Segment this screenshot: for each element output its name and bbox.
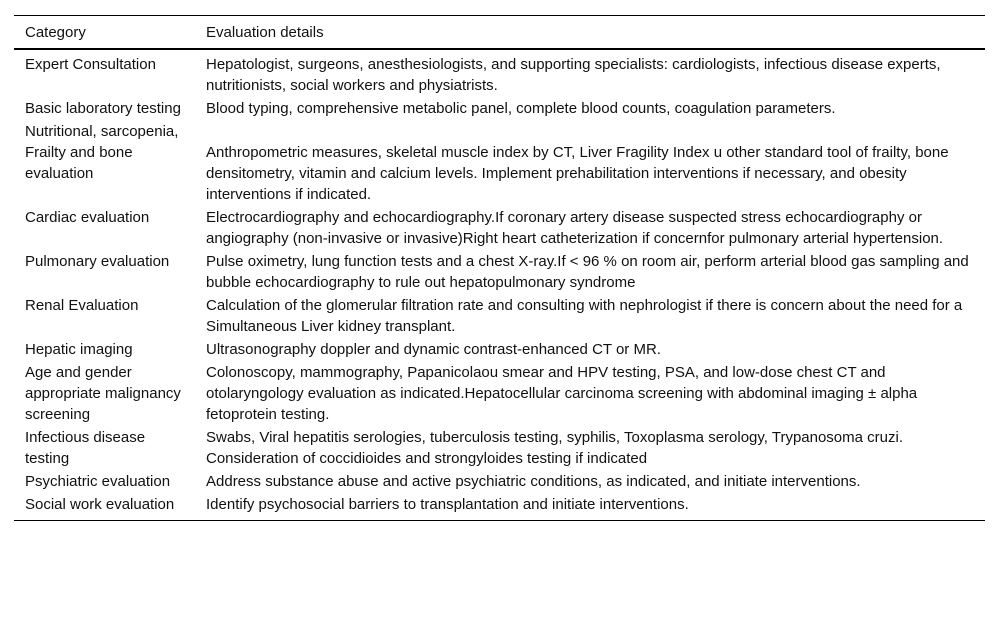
table-row bbox=[14, 295, 985, 339]
cell-details: Colonoscopy, mammography, Papanicolaou smear and HPV testing, PSA, and low-dose chest CT and otolaryngology evaluation as indicated.Hepatocellular carcinoma screening with abdominal imaging ± alpha fetoprotein testing. bbox=[206, 364, 918, 423]
table-row bbox=[14, 339, 985, 362]
cell-details: Blood typing, comprehensive metabolic panel, complete blood counts, coagulation parameters. bbox=[206, 100, 836, 117]
evaluation-table bbox=[14, 15, 985, 521]
cell-category: Age and gender appropriate malignancy screening bbox=[25, 364, 181, 423]
cell-details: Hepatologist, surgeons, anesthesiologists, and supporting specialists: cardiologists, infectious disease experts, nutritionists, social workers and physiatrists. bbox=[206, 56, 941, 94]
table-header bbox=[14, 16, 985, 50]
cell-category: Pulmonary evaluation bbox=[25, 253, 170, 270]
cell-details: Identify psychosocial barriers to transplantation and initiate interventions. bbox=[206, 496, 689, 513]
cell-category: Hepatic imaging bbox=[25, 341, 133, 358]
table-row bbox=[14, 471, 985, 494]
table-row bbox=[14, 121, 985, 207]
cell-details: Address substance abuse and active psychiatric conditions, as indicated, and initiate interventions. bbox=[206, 473, 861, 490]
table-row bbox=[14, 49, 985, 98]
table-row bbox=[14, 207, 985, 251]
table-body bbox=[14, 49, 985, 521]
cell-category: Nutritional, sarcopenia, Frailty and bone evaluation bbox=[25, 123, 179, 182]
table-header-row bbox=[14, 16, 985, 50]
cell-details: Anthropometric measures, skeletal muscle index by CT, Liver Fragility Index u other standard tool of frailty, bone densitometry, vitamin and calcium levels. Implement prehabilitation interventions if necessary, and obesity interventions if indicated. bbox=[206, 144, 949, 203]
cell-details: Swabs, Viral hepatitis serologies, tuberculosis testing, syphilis, Toxoplasma serology, Trypanosoma cruzi. Consideration of coccidioides and strongyloides testing if indicated bbox=[206, 429, 903, 467]
table-row bbox=[14, 362, 985, 427]
table-row bbox=[14, 98, 985, 121]
cell-category: Cardiac evaluation bbox=[25, 209, 150, 226]
cell-category: Basic laboratory testing bbox=[25, 100, 181, 117]
cell-details: Ultrasonography doppler and dynamic contrast-enhanced CT or MR. bbox=[206, 341, 661, 358]
header-details: Evaluation details bbox=[206, 24, 324, 41]
table-row bbox=[14, 494, 985, 521]
cell-details: Electrocardiography and echocardiography.If coronary artery disease suspected stress echocardiography or angiography (non-invasive or invasive)Right heart catheterization if concernfor pulmonary arterial hypertension. bbox=[206, 209, 944, 247]
cell-details: Calculation of the glomerular filtration rate and consulting with nephrologist if there is concern about the need for a Simultaneous Liver kidney transplant. bbox=[206, 297, 963, 335]
table-row bbox=[14, 251, 985, 295]
cell-category: Renal Evaluation bbox=[25, 297, 139, 314]
header-category: Category bbox=[25, 24, 86, 41]
evaluation-table-container bbox=[14, 15, 985, 521]
cell-details: Pulse oximetry, lung function tests and a chest X-ray.If < 96 % on room air, perform arterial blood gas sampling and bubble echocardiography to rule out hepatopulmonary syndrome bbox=[206, 253, 969, 291]
cell-category: Psychiatric evaluation bbox=[25, 473, 171, 490]
table-row bbox=[14, 427, 985, 471]
cell-category: Social work evaluation bbox=[25, 496, 175, 513]
cell-category: Infectious disease testing bbox=[25, 429, 146, 467]
cell-category: Expert Consultation bbox=[25, 56, 156, 73]
